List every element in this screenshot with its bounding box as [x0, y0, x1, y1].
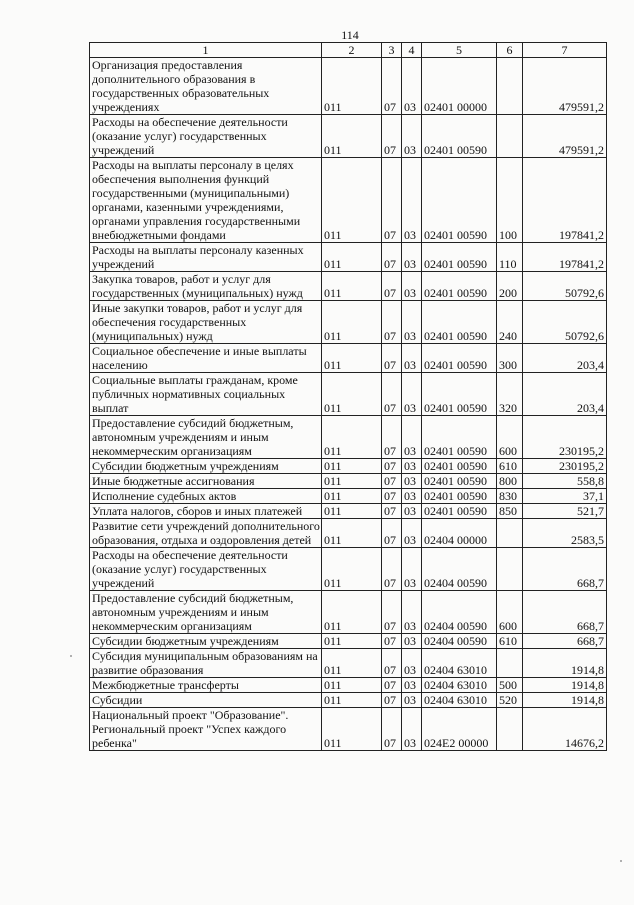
row-expense-type-code: 610	[497, 634, 523, 649]
row-section-code: 07	[382, 344, 402, 373]
row-name: Иные бюджетные ассигнования	[90, 474, 322, 489]
table-row	[90, 459, 607, 474]
row-amount: 2583,5	[523, 519, 607, 548]
row-subsection-code: 03	[402, 693, 422, 708]
row-section-code: 07	[382, 591, 402, 634]
row-amount: 1914,8	[523, 649, 607, 678]
row-name: Субсидии бюджетным учреждениям	[90, 634, 322, 649]
row-subsection-code: 03	[402, 504, 422, 519]
row-expense-type-code: 600	[497, 416, 523, 459]
row-name: Расходы на обеспечение деятельности (оказание услуг) государственных учреждений	[90, 548, 322, 591]
row-section-code: 07	[382, 301, 402, 344]
row-amount: 50792,6	[523, 272, 607, 301]
row-subsection-code: 03	[402, 373, 422, 416]
row-amount: 668,7	[523, 548, 607, 591]
row-subsection-code: 03	[402, 708, 422, 751]
row-expense-type-code: 200	[497, 272, 523, 301]
table-row	[90, 115, 607, 158]
row-amount: 479591,2	[523, 58, 607, 115]
table-row	[90, 504, 607, 519]
row-ministry-code: 011	[322, 708, 382, 751]
row-expense-type-code: 520	[497, 693, 523, 708]
row-subsection-code: 03	[402, 519, 422, 548]
table-row	[90, 474, 607, 489]
row-ministry-code: 011	[322, 243, 382, 272]
row-name: Уплата налогов, сборов и иных платежей	[90, 504, 322, 519]
table-row	[90, 649, 607, 678]
row-amount: 197841,2	[523, 243, 607, 272]
row-section-code: 07	[382, 649, 402, 678]
row-expense-type-code: 100	[497, 158, 523, 243]
row-section-code: 07	[382, 272, 402, 301]
table-row	[90, 678, 607, 693]
header-cell: 6	[497, 43, 523, 58]
table-row	[90, 591, 607, 634]
table-row	[90, 301, 607, 344]
row-amount: 1914,8	[523, 678, 607, 693]
row-target-code: 02401 00590	[422, 158, 497, 243]
row-ministry-code: 011	[322, 548, 382, 591]
row-target-code: 02404 63010	[422, 649, 497, 678]
row-expense-type-code	[497, 649, 523, 678]
row-subsection-code: 03	[402, 548, 422, 591]
row-section-code: 07	[382, 678, 402, 693]
row-expense-type-code: 800	[497, 474, 523, 489]
row-target-code: 02401 00590	[422, 115, 497, 158]
row-target-code: 02404 63010	[422, 678, 497, 693]
row-expense-type-code	[497, 548, 523, 591]
row-expense-type-code	[497, 519, 523, 548]
row-name: Национальный проект "Образование". Региональный проект "Успех каждого ребенка"	[90, 708, 322, 751]
row-expense-type-code: 300	[497, 344, 523, 373]
row-target-code: 02401 00000	[422, 58, 497, 115]
row-expense-type-code	[497, 115, 523, 158]
row-section-code: 07	[382, 504, 402, 519]
row-amount: 203,4	[523, 373, 607, 416]
row-subsection-code: 03	[402, 58, 422, 115]
row-ministry-code: 011	[322, 115, 382, 158]
row-expense-type-code: 600	[497, 591, 523, 634]
row-name: Субсидия муниципальным образованиям на развитие образования	[90, 649, 322, 678]
header-row	[90, 43, 607, 58]
row-subsection-code: 03	[402, 649, 422, 678]
row-target-code: 02401 00590	[422, 243, 497, 272]
row-ministry-code: 011	[322, 591, 382, 634]
row-section-code: 07	[382, 693, 402, 708]
row-expense-type-code: 830	[497, 489, 523, 504]
row-amount: 479591,2	[523, 115, 607, 158]
row-ministry-code: 011	[322, 504, 382, 519]
row-expense-type-code: 500	[497, 678, 523, 693]
table-row	[90, 693, 607, 708]
row-amount: 521,7	[523, 504, 607, 519]
row-amount: 197841,2	[523, 158, 607, 243]
header-cell: 1	[90, 43, 322, 58]
row-name: Субсидии	[90, 693, 322, 708]
row-section-code: 07	[382, 243, 402, 272]
row-ministry-code: 011	[322, 373, 382, 416]
row-ministry-code: 011	[322, 344, 382, 373]
row-target-code: 02401 00590	[422, 272, 497, 301]
row-name: Предоставление субсидий бюджетным, автономным учреждениям и иным некоммерческим организациям	[90, 416, 322, 459]
row-target-code: 02401 00590	[422, 489, 497, 504]
row-ministry-code: 011	[322, 58, 382, 115]
row-target-code: 02401 00590	[422, 416, 497, 459]
table-row	[90, 272, 607, 301]
row-amount: 668,7	[523, 591, 607, 634]
row-name: Исполнение судебных актов	[90, 489, 322, 504]
row-target-code: 02404 00590	[422, 548, 497, 591]
row-amount: 230195,2	[523, 459, 607, 474]
row-ministry-code: 011	[322, 693, 382, 708]
row-name: Социальное обеспечение и иные выплаты населению	[90, 344, 322, 373]
row-section-code: 07	[382, 459, 402, 474]
row-name: Субсидии бюджетным учреждениям	[90, 459, 322, 474]
row-section-code: 07	[382, 708, 402, 751]
row-target-code: 024E2 00000	[422, 708, 497, 751]
budget-table	[89, 42, 607, 751]
row-expense-type-code: 610	[497, 459, 523, 474]
budget-table-body	[90, 43, 607, 751]
row-subsection-code: 03	[402, 591, 422, 634]
table-row	[90, 708, 607, 751]
page-number: 114	[341, 28, 359, 42]
row-section-code: 07	[382, 634, 402, 649]
row-ministry-code: 011	[322, 678, 382, 693]
row-subsection-code: 03	[402, 416, 422, 459]
row-name: Иные закупки товаров, работ и услуг для обеспечения государственных (муниципальных) нужд	[90, 301, 322, 344]
row-name: Развитие сети учреждений дополнительного образования, отдыха и оздоровления детей	[90, 519, 322, 548]
row-ministry-code: 011	[322, 649, 382, 678]
row-expense-type-code: 850	[497, 504, 523, 519]
row-target-code: 02401 00590	[422, 459, 497, 474]
table-row	[90, 58, 607, 115]
row-subsection-code: 03	[402, 634, 422, 649]
row-name: Предоставление субсидий бюджетным, автономным учреждениям и иным некоммерческим организациям	[90, 591, 322, 634]
row-section-code: 07	[382, 519, 402, 548]
table-row	[90, 158, 607, 243]
row-ministry-code: 011	[322, 301, 382, 344]
table-row	[90, 243, 607, 272]
row-ministry-code: 011	[322, 489, 382, 504]
row-target-code: 02401 00590	[422, 504, 497, 519]
row-subsection-code: 03	[402, 474, 422, 489]
table-row	[90, 344, 607, 373]
table-row	[90, 416, 607, 459]
row-section-code: 07	[382, 115, 402, 158]
row-name: Социальные выплаты гражданам, кроме публичных нормативных социальных выплат	[90, 373, 322, 416]
row-subsection-code: 03	[402, 301, 422, 344]
row-amount: 14676,2	[523, 708, 607, 751]
row-expense-type-code: 240	[497, 301, 523, 344]
row-name: Расходы на выплаты персоналу казенных учреждений	[90, 243, 322, 272]
row-ministry-code: 011	[322, 416, 382, 459]
header-cell: 4	[402, 43, 422, 58]
row-expense-type-code	[497, 708, 523, 751]
row-section-code: 07	[382, 474, 402, 489]
row-amount: 37,1	[523, 489, 607, 504]
row-expense-type-code: 110	[497, 243, 523, 272]
header-cell: 7	[523, 43, 607, 58]
row-section-code: 07	[382, 58, 402, 115]
row-ministry-code: 011	[322, 459, 382, 474]
row-section-code: 07	[382, 489, 402, 504]
table-row	[90, 634, 607, 649]
row-target-code: 02404 00000	[422, 519, 497, 548]
row-amount: 203,4	[523, 344, 607, 373]
row-amount: 50792,6	[523, 301, 607, 344]
row-subsection-code: 03	[402, 243, 422, 272]
row-expense-type-code	[497, 58, 523, 115]
header-cell: 3	[382, 43, 402, 58]
scan-speck	[620, 860, 622, 862]
row-section-code: 07	[382, 373, 402, 416]
header-cell: 2	[322, 43, 382, 58]
row-ministry-code: 011	[322, 474, 382, 489]
row-amount: 1914,8	[523, 693, 607, 708]
row-amount: 668,7	[523, 634, 607, 649]
table-row	[90, 373, 607, 416]
row-section-code: 07	[382, 548, 402, 591]
row-ministry-code: 011	[322, 272, 382, 301]
row-ministry-code: 011	[322, 158, 382, 243]
table-row	[90, 489, 607, 504]
row-subsection-code: 03	[402, 489, 422, 504]
row-subsection-code: 03	[402, 678, 422, 693]
row-subsection-code: 03	[402, 272, 422, 301]
row-name: Расходы на обеспечение деятельности (оказание услуг) государственных учреждений	[90, 115, 322, 158]
row-target-code: 02401 00590	[422, 301, 497, 344]
scan-speck	[70, 655, 72, 657]
row-ministry-code: 011	[322, 519, 382, 548]
header-cell: 5	[422, 43, 497, 58]
row-target-code: 02401 00590	[422, 344, 497, 373]
table-row	[90, 519, 607, 548]
row-section-code: 07	[382, 158, 402, 243]
row-target-code: 02404 00590	[422, 634, 497, 649]
row-subsection-code: 03	[402, 344, 422, 373]
row-name: Закупка товаров, работ и услуг для государственных (муниципальных) нужд	[90, 272, 322, 301]
row-section-code: 07	[382, 416, 402, 459]
row-name: Организация предоставления дополнительного образования в государственных образовательных учреждениях	[90, 58, 322, 115]
row-name: Межбюджетные трансферты	[90, 678, 322, 693]
row-target-code: 02404 63010	[422, 693, 497, 708]
row-amount: 230195,2	[523, 416, 607, 459]
row-name: Расходы на выплаты персоналу в целях обеспечения выполнения функций государственными (муниципальными) органами, казенными учреждениями, органами управления государственными внебюджетными фондами	[90, 158, 322, 243]
row-target-code: 02401 00590	[422, 373, 497, 416]
row-subsection-code: 03	[402, 115, 422, 158]
row-subsection-code: 03	[402, 158, 422, 243]
row-target-code: 02404 00590	[422, 591, 497, 634]
table-row	[90, 548, 607, 591]
row-target-code: 02401 00590	[422, 474, 497, 489]
row-amount: 558,8	[523, 474, 607, 489]
row-expense-type-code: 320	[497, 373, 523, 416]
row-subsection-code: 03	[402, 459, 422, 474]
row-ministry-code: 011	[322, 634, 382, 649]
